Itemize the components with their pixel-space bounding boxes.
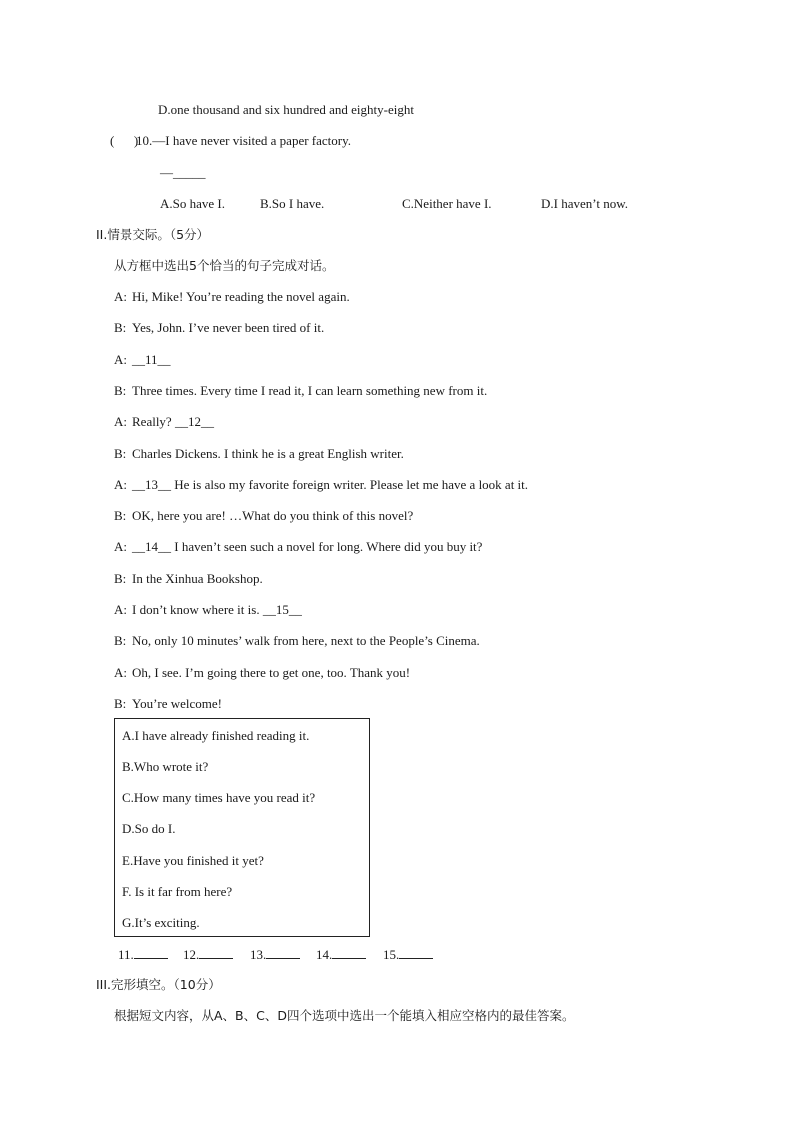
answer-number: 14. [316, 947, 333, 962]
dialogue-text: Three times. Every time I read it, I can learn something new from it. [132, 383, 488, 398]
q10-option-a[interactable]: A.So have I. [160, 196, 225, 211]
dialogue-blank[interactable]: __14__ [132, 539, 171, 554]
answer-line[interactable] [199, 946, 233, 959]
section-title: II.情景交际。（5分） [96, 227, 210, 242]
speaker-label: A: [114, 289, 127, 304]
speaker-label: B: [114, 571, 127, 586]
dialogue-line [114, 414, 214, 430]
dialogue-line [114, 539, 482, 555]
q10-option-b[interactable]: B.So I have. [260, 196, 325, 211]
dialogue-text: Oh, I see. I’m going there to get one, too. Thank you! [132, 665, 411, 680]
speaker-label: A: [114, 477, 127, 492]
dialogue-line [114, 508, 413, 524]
dialogue-text: You’re welcome! [132, 696, 223, 711]
dialogue-line [114, 477, 528, 493]
answer-line[interactable] [266, 946, 300, 959]
box-option-b: B.Who wrote it? [122, 759, 209, 774]
answer-line[interactable] [399, 946, 433, 959]
dialogue-text: I haven’t seen such a novel for long. Where did you buy it? [171, 539, 483, 554]
dialogue-line [114, 320, 324, 336]
dialogue-line [114, 571, 263, 587]
answer-line[interactable] [134, 946, 168, 959]
speaker-label: A: [114, 602, 127, 617]
dialogue-line [114, 696, 222, 712]
q9-option-d: D.one thousand and six hundred and eighty-eight [158, 102, 414, 117]
answer-blank-14[interactable] [316, 946, 366, 963]
speaker-label: A: [114, 665, 127, 680]
speaker-label: B: [114, 446, 127, 461]
dialogue-line [114, 383, 487, 399]
dialogue-blank[interactable]: __11__ [132, 352, 171, 367]
box-option-d: D.So do I. [122, 821, 176, 836]
dialogue-blank[interactable]: __15__ [262, 602, 302, 617]
dialogue-text: Charles Dickens. I think he is a great English writer. [132, 446, 404, 461]
q10-option-c[interactable]: C.Neither have I. [402, 196, 492, 211]
dialogue-text: Yes, John. I’ve never been tired of it. [132, 320, 325, 335]
speaker-label: A: [114, 414, 127, 429]
dialogue-line [114, 289, 350, 305]
answer-blank-11[interactable] [118, 946, 168, 963]
options-box [114, 718, 370, 937]
dialogue-blank[interactable]: __13__ [132, 477, 171, 492]
q10-option-d[interactable]: D.I haven’t now. [541, 196, 629, 211]
dialogue-text: Really? [132, 414, 175, 429]
answer-number: 15. [383, 947, 400, 962]
speaker-label: A: [114, 352, 127, 367]
speaker-label: B: [114, 320, 127, 335]
speaker-label: A: [114, 539, 127, 554]
answer-number: 11. [118, 947, 134, 962]
answer-blank-15[interactable] [383, 946, 433, 963]
dialogue-blank[interactable]: __12__ [174, 414, 214, 429]
q10-stem: 10.—I have never visited a paper factory. [136, 133, 352, 148]
dialogue-text: Hi, Mike! You’re reading the novel again. [132, 289, 350, 304]
answer-blank-12[interactable] [183, 946, 233, 963]
dialogue-text: In the Xinhua Bookshop. [132, 571, 263, 586]
dialogue-line [114, 633, 480, 649]
dialogue-text: I don’t know where it is. [132, 602, 263, 617]
speaker-label: B: [114, 633, 127, 648]
section-instruction: 根据短文内容，从A、B、C、D四个选项中选出一个能填入相应空格内的最佳答案。 [114, 1008, 575, 1023]
box-option-c: C.How many times have you read it? [122, 790, 316, 805]
box-option-e: E.Have you finished it yet? [122, 853, 264, 868]
answer-line[interactable] [332, 946, 366, 959]
box-option-g: G.It’s exciting. [122, 915, 200, 930]
dialogue-line [114, 352, 171, 368]
dialogue-text: OK, here you are! …What do you think of this novel? [132, 508, 414, 523]
dialogue-text: He is also my favorite foreign writer. Please let me have a look at it. [171, 477, 529, 492]
dialogue-line [114, 602, 302, 618]
box-option-a: A.I have already finished reading it. [122, 728, 310, 743]
q10-reply-blank[interactable]: —_____ [160, 165, 206, 180]
section-instruction: 从方框中选出5个恰当的句子完成对话。 [114, 258, 335, 273]
speaker-label: B: [114, 696, 127, 711]
q10-answer-paren[interactable]: ( ) [110, 133, 139, 148]
box-option-f: F. Is it far from here? [122, 884, 233, 899]
dialogue-line [114, 446, 404, 462]
speaker-label: B: [114, 383, 127, 398]
dialogue-line [114, 665, 410, 681]
speaker-label: B: [114, 508, 127, 523]
dialogue-text: No, only 10 minutes’ walk from here, next to the People’s Cinema. [132, 633, 480, 648]
answer-number: 13. [250, 947, 267, 962]
answer-number: 12. [183, 947, 200, 962]
section-title: III.完形填空。（10分） [96, 977, 221, 992]
answer-blank-13[interactable] [250, 946, 300, 963]
